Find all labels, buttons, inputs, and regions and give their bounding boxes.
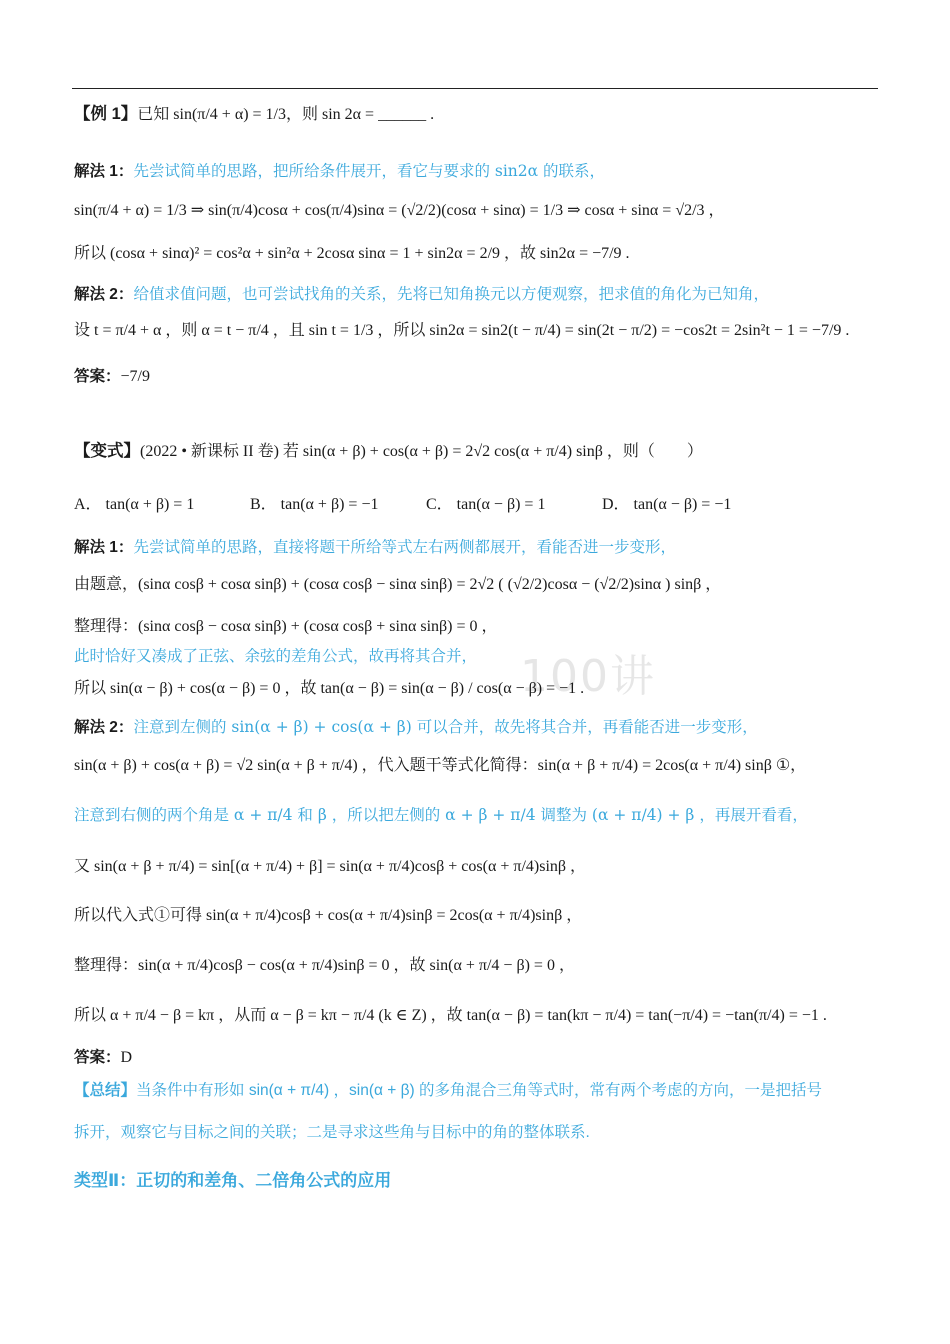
option-a[interactable]: A． tan(α + β) = 1 [74, 496, 195, 513]
example1-question-line [74, 103, 880, 126]
section-heading [74, 1170, 880, 1192]
variant-question-line [74, 440, 880, 463]
example1-method2-hint-line [74, 283, 880, 306]
watermark: 100讲 [520, 651, 656, 702]
summary-text-1: 当条件中有形如 sin(α + π/4) ，sin(α + β) 的多角混合三角等式时，常有两个考虑的方向，一是把括号 [136, 1082, 822, 1099]
option-b[interactable]: B． tan(α + β) = −1 [250, 496, 379, 513]
example1-method1-hint-line [74, 160, 880, 183]
example1-question: 已知 sin(π/4 + α) = 1/3，则 sin 2α = ______ . [137, 106, 435, 123]
variant-answer-value: D [120, 1049, 133, 1066]
variant-method2-step5: 所以 α + π/4 − β = kπ ，从而 α − β = kπ − π/4 (k ∈ Z) ，故 tan(α − β) = tan(kπ − π/4) = tan(−π/4) = −tan(π/4) = −1 . [74, 1007, 827, 1024]
summary-line-1 [74, 1080, 880, 1102]
example1-method1-hint: 先尝试简单的思路，把所给条件展开，看它与要求的 sin2α 的联系， [133, 162, 606, 180]
example1-method1-step2: 所以 (cosα + sinα)² = cos²α + sin²α + 2cosα sinα = 1 + sin2α = 2/9 ，故 sin2α = −7/9 . [74, 245, 630, 262]
variant-method1-step2: 整理得：(sinα cosβ − cosα sinβ) + (cosα cosβ + sinα sinβ) = 0 ， [74, 618, 498, 635]
top-rule [72, 88, 878, 89]
example1-method2-hint: 给值求值问题，也可尝试找角的关系，先将已知角换元以方便观察，把求值的角化为已知角， [133, 285, 769, 303]
summary-text-2: 拆开，观察它与目标之间的关联；二是寻求这些角与目标中的角的整体联系. [74, 1124, 590, 1141]
summary-label: 【总结】 [74, 1082, 137, 1099]
variant-method1-step1: 由题意，(sinα cosβ + cosα sinβ) + (cosα cosβ − sinα sinβ) = 2√2 ( (√2/2)cosα − (√2/2)sinα ) sinβ ， [74, 576, 722, 593]
variant-method1-hint-line [74, 536, 880, 559]
example1-answer-line [74, 365, 880, 388]
variant-label: 【变式】 [74, 442, 140, 460]
example1-method2-title: 解法 2： [74, 286, 134, 303]
variant-method2-title: 解法 2： [74, 719, 134, 736]
variant-method1-note: 此时恰好又凑成了正弦、余弦的差角公式，故再将其合并， [74, 647, 478, 665]
option-c[interactable]: C． tan(α − β) = 1 [426, 496, 546, 513]
example1-method2-step: 设 t = π/4 + α ，则 α = t − π/4 ，且 sin t = 1/3 ，所以 sin2α = sin2(t − π/4) = sin(2t − π/2) = −cos2t = 2sin²t − 1 = −7/9 . [74, 322, 850, 339]
variant-question: (2022 • 新课标 II 卷) 若 sin(α + β) + cos(α + β) = 2√2 cos(α + π/4) sinβ ，则（ ） [140, 443, 703, 460]
example1-answer-label: 答案： [74, 368, 121, 385]
option-d[interactable]: D． tan(α − β) = −1 [602, 496, 732, 513]
variant-method2-step2: 又 sin(α + β + π/4) = sin[(α + π/4) + β] = sin(α + π/4)cosβ + cos(α + π/4)sinβ ， [74, 858, 587, 875]
example1-answer-value: −7/9 [120, 368, 150, 385]
variant-method2-step4: 整理得：sin(α + π/4)cosβ − cos(α + π/4)sinβ = 0 ，故 sin(α + π/4 − β) = 0 ， [74, 957, 575, 974]
example1-method1-title: 解法 1： [74, 163, 134, 180]
variant-options [74, 494, 880, 516]
variant-method2-step3: 所以代入式①可得 sin(α + π/4)cosβ + cos(α + π/4)sinβ = 2cos(α + π/4)sinβ ， [74, 907, 583, 924]
variant-method1-title: 解法 1： [74, 539, 134, 556]
variant-answer-line [74, 1046, 880, 1069]
example1-label: 【例 1】 [74, 105, 138, 123]
example1-method1-step1: sin(π/4 + α) = 1/3 ⇒ sin(π/4)cosα + cos(π/4)sinα = (√2/2)(cosα + sinα) = 1/3 ⇒ cosα + sinα = √2/3 ， [74, 202, 725, 219]
variant-method1-step3: 所以 sin(α − β) + cos(α − β) = 0 ，故 tan(α − β) = sin(α − β) / cos(α − β) = −1 . [74, 680, 585, 697]
variant-method1-hint: 先尝试简单的思路，直接将题干所给等式左右两侧都展开，看能否进一步变形， [133, 538, 676, 556]
variant-answer-label: 答案： [74, 1049, 121, 1066]
variant-method2-note: 注意到右侧的两个角是 α + π/4 和 β ，所以把左侧的 α + β + π/4 调整为 (α + π/4) + β ，再展开看看， [74, 806, 808, 824]
section-heading-text: 类型Ⅱ：正切的和差角、二倍角公式的应用 [74, 1171, 392, 1190]
variant-method2-hint: 注意到左侧的 sin(α + β) + cos(α + β) 可以合并，故先将其合并，再看能否进一步变形， [133, 718, 758, 736]
variant-method2-step1: sin(α + β) + cos(α + β) = √2 sin(α + β + π/4) ，代入题干等式化简得：sin(α + β + π/4) = 2cos(α + π/4) sinβ ①， [74, 757, 807, 774]
variant-method2-hint-line [74, 716, 880, 739]
